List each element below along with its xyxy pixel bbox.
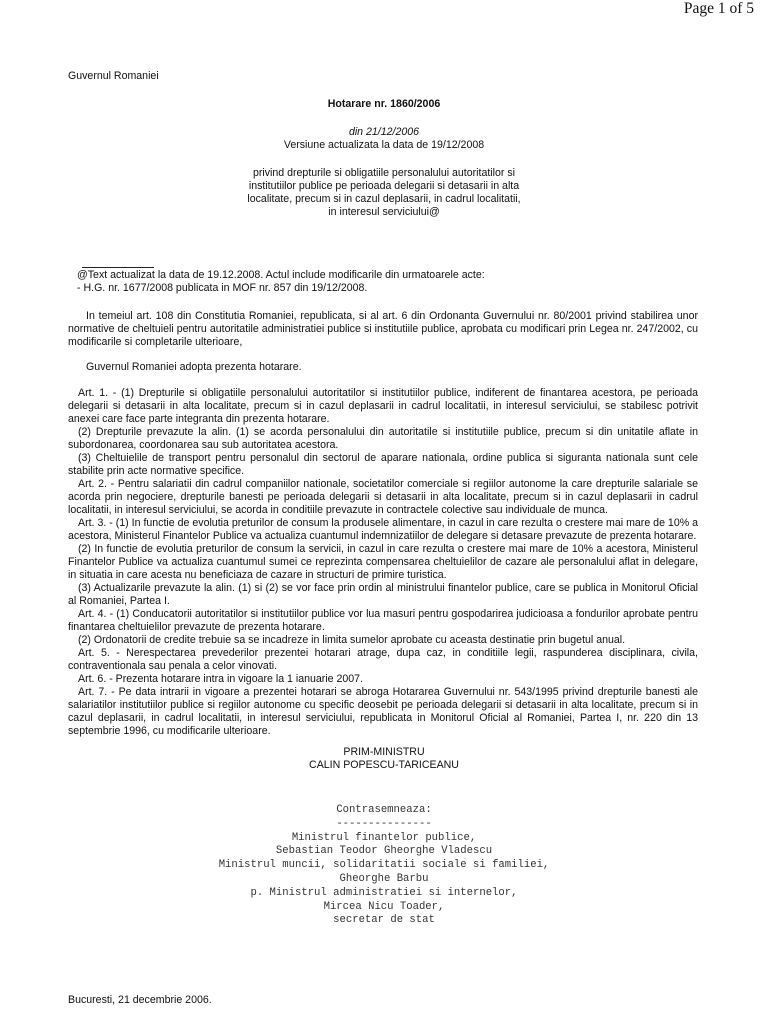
article-paragraph: Art. 1. - (1) Drepturile si obligatiile personalului autoritatilor si institutiilor publice, indiferent de finantarea acestora, pe perioada delegarii si detasarii in alta localitate, precum si in cazul deplasarii in cadrul localitatii, in interesul serviciului, se stabilesc potrivit anexei care face parte integranta din prezenta hotarare. bbox=[68, 387, 698, 425]
preamble-text: In temeiul art. 108 din Constitutia Romaniei, republicata, si al art. 6 din Ordonanta Guvernului nr. 80/2001 privind stabilirea unor normative de cheltuieli pentru autoritatile administratiei publice si institutiile publice, aprobata cu modificari prin Legea nr. 247/2002, cu modificarile si completarile ulterioare, bbox=[68, 310, 698, 348]
article-paragraph: (3) Cheltuielile de transport pentru personalul din sectorul de aparare nationala, ordine publica si siguranta nationala sunt cele stabilite prin acte normative specifice. bbox=[68, 452, 698, 477]
subject bbox=[0, 167, 768, 219]
article-paragraph: (2) Drepturile prevazute la alin. (1) se acorda personalului din autoritatile si institutiile publice, precum si din unitatile aflate in subordonarea, coordonarea sau sub autoritatea acestora. bbox=[68, 426, 698, 451]
preamble bbox=[68, 310, 698, 349]
version-note: Versiune actualizata la data de 19/12/2008 bbox=[283, 139, 485, 151]
countersign-line: Ministrul finantelor publice, bbox=[291, 831, 477, 844]
article-paragraph: Art. 3. - (1) In functie de evolutia preturilor de consum la produsele alimentare, in cazul in care rezulta o crestere mai mare de 10% a acestora, Ministerul Finantelor Publice va actualiza cuantumul indemnizatiilor de delegare si detasare prevazute de prezenta hotarare. bbox=[68, 517, 698, 542]
countersign-line: Mircea Nicu Toader, bbox=[323, 900, 445, 913]
update-note-line: @Text actualizat la data de 19.12.2008. Actul include modificarile din urmatoarele acte: bbox=[77, 269, 485, 281]
update-note-line: - H.G. nr. 1677/2008 publicata in MOF nr. 857 din 19/12/2008. bbox=[77, 282, 368, 294]
countersign-line: Gheorghe Barbu bbox=[339, 872, 429, 885]
signature-name: CALIN POPESCU-TARICEANU bbox=[309, 759, 459, 771]
update-note bbox=[77, 269, 717, 295]
article-paragraph: Art. 7. - Pe data intrarii in vigoare a prezentei hotarari se abroga Hotararea Guvernului nr. 543/1995 privind drepturile banesti ale salariatilor institutiilor publice si regiilor autonome cu specific deosebit pe perioada delegarii si detasarii in alta localitate, precum si in cazul deplasarii, in cadrul localitatii, in interesul serviciului, republicata in Monitorul Oficial al Romaniei, Partea I, nr. 220 din 13 septembrie 1996, cu modificarile ulterioare. bbox=[68, 686, 698, 737]
document-title: Hotarare nr. 1860/2006 bbox=[327, 98, 441, 110]
adoption-text: Guvernul Romaniei adopta prezenta hotarare. bbox=[86, 361, 302, 373]
issuer: Guvernul Romaniei bbox=[68, 70, 159, 82]
countersign-line: secretar de stat bbox=[333, 914, 435, 927]
adoption-statement bbox=[68, 361, 698, 374]
place-date: Bucuresti, 21 decembrie 2006. bbox=[68, 994, 212, 1006]
footnote-divider bbox=[82, 267, 154, 268]
subject-line: institutiilor publice pe perioada delegarii si detasarii in alta bbox=[248, 180, 520, 192]
article-paragraph: (2) Ordonatorii de credite trebuie sa se incadreze in limita sumelor aprobate cu aceasta destinatie prin bugetul anual. bbox=[78, 634, 626, 646]
article-paragraph: (3) Actualizarile prevazute la alin. (1) si (2) se vor face prin ordin al ministrului finantelor publice, care se publica in Monitorul Oficial al Romaniei, Partea I. bbox=[68, 582, 698, 607]
articles bbox=[68, 387, 698, 738]
article-paragraph: Art. 2. - Pentru salariatii din cadrul companiilor nationale, societatilor comerciale si regiilor autonome la care drepturile salariale se acorda prin negociere, drepturile banesti pe perioada delegarii si detasarii in alta localitate, precum si in cazul deplasarii in cadrul localitatii, in interesul serviciului, se acorda in conditiile prevazute in contractele colective sau individuale de munca. bbox=[68, 478, 698, 516]
signature-role: PRIM-MINISTRU bbox=[343, 746, 425, 758]
subject-line: privind drepturile si obligatiile personalului autoritatilor si bbox=[252, 167, 516, 179]
countersign-line: --------------- bbox=[336, 817, 432, 830]
countersign-line: p. Ministrul administratiei si internelor, bbox=[250, 886, 518, 899]
article-paragraph: Art. 5. - Nerespectarea prevederilor prezentei hotarari atrage, dupa caz, in conditiile legii, raspunderea disciplinara, civila, contraventionala sau penala a celor vinovati. bbox=[68, 647, 698, 672]
countersign-line: Contrasemneaza: bbox=[336, 804, 432, 816]
subject-line: localitate, precum si in cazul deplasarii, in cadrul localitatii, bbox=[247, 193, 521, 205]
page-number: Page 1 of 5 bbox=[683, 0, 754, 17]
article-paragraph: (2) In functie de evolutia preturilor de consum la servicii, in cazul in care rezulta o crestere mai mare de 10% a acestora, Ministerul Finantelor Publice va actualiza cuantumul sumei ce reprezinta compensarea cheltuielilor de cazare ale personalului aflat in delegare, in situatia in care acesta nu beneficiaza de cazare in structuri de primire turistica. bbox=[68, 543, 698, 581]
article-paragraph: Art. 6. - Prezenta hotarare intra in vigoare la 1 ianuarie 2007. bbox=[78, 673, 364, 685]
subject-line: in interesul serviciului@ bbox=[328, 206, 440, 218]
signature-block bbox=[0, 746, 768, 772]
countersign-line: Ministrul muncii, solidaritatii sociale si familiei, bbox=[218, 859, 550, 872]
countersign-block bbox=[0, 804, 768, 928]
article-paragraph: Art. 4. - (1) Conducatorii autoritatilor si institutiilor publice vor lua masuri pentru gospodarirea judicioasa a fondurilor aprobate pentru finantarea cheltuielilor prevazute de prezenta hotarare. bbox=[68, 608, 698, 633]
document-date: din 21/12/2006 bbox=[348, 126, 420, 138]
countersign-line: Sebastian Teodor Gheorghe Vladescu bbox=[275, 845, 493, 858]
